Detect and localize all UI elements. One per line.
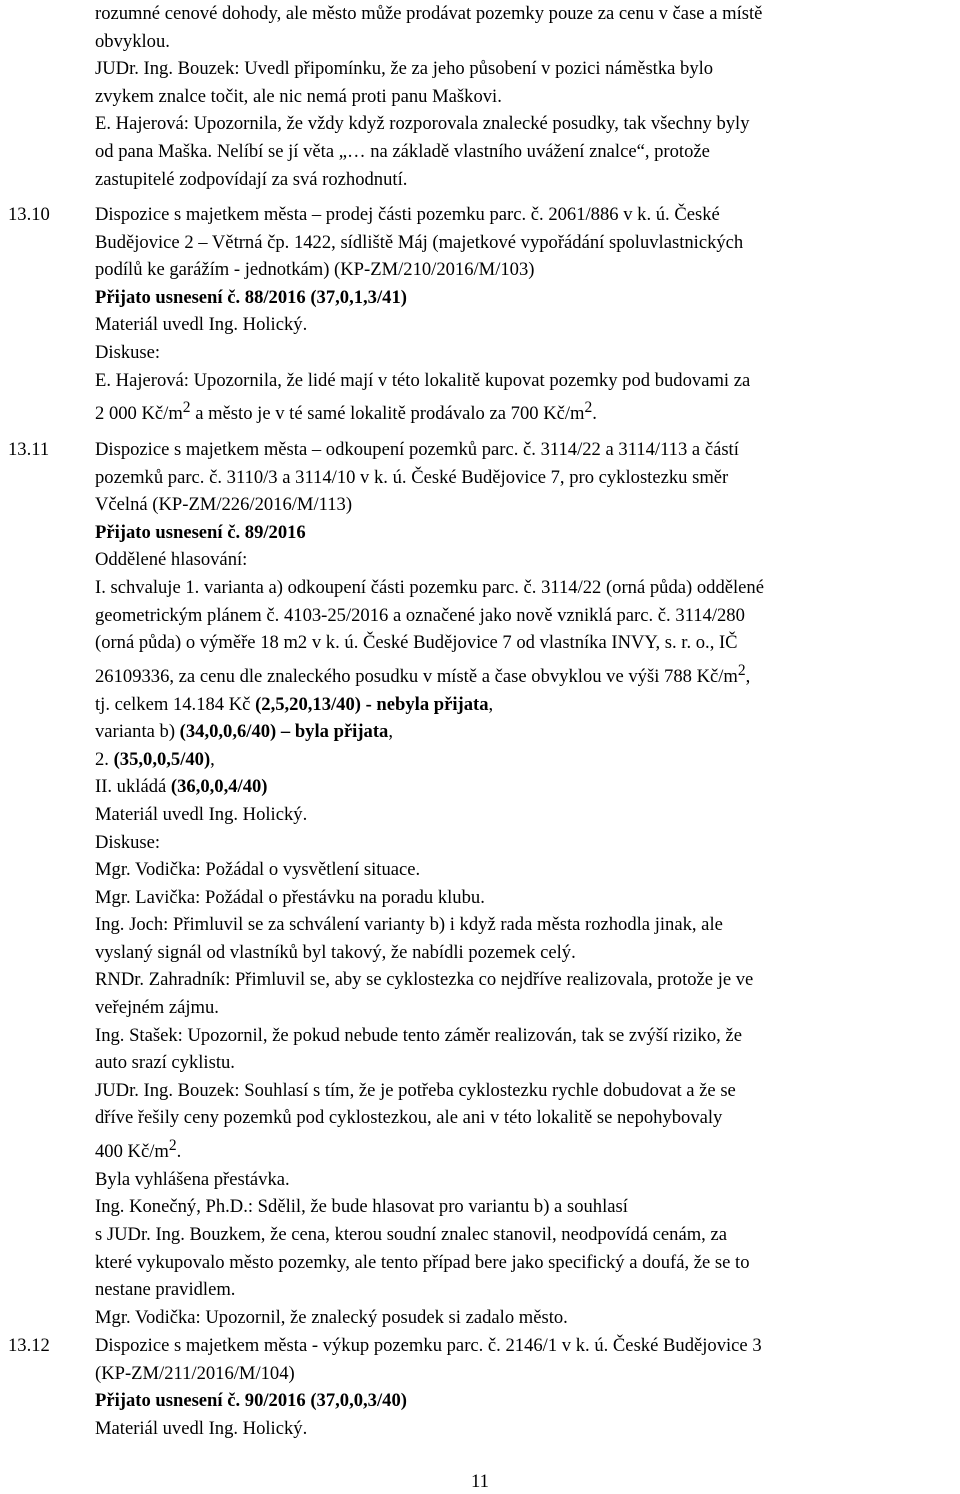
text-fragment: . [176, 1141, 182, 1163]
text-fragment: , [388, 721, 393, 743]
text-fragment: . [592, 403, 597, 425]
text-line: veřejném zájmu. [95, 997, 219, 1019]
text-line [95, 1132, 950, 1166]
section-13-12 [95, 1332, 950, 1442]
text-line: geometrickým plánem č. 4103-25/2016 a označené jako nově vzniklá parc. č. 3114/280 [95, 604, 745, 626]
text-line: Byla vyhlášena přestávka. [95, 1168, 290, 1190]
text-line: JUDr. Ing. Bouzek: Uvedl připomínku, že za jeho působení v pozici náměstka bylo [95, 58, 714, 80]
text-line: které vykupovalo město pozemky, ale tento případ bere jako specifický a doufá, že se to [95, 1251, 750, 1273]
resolution-text: Přijato usnesení č. 89/2016 [95, 521, 306, 543]
vote-result: (34,0,0,6/40) – byla přijata [179, 721, 389, 743]
vote-result: (2,5,20,13/40) - nebyla přijata [255, 693, 489, 715]
material-text: Materiál uvedl Ing. Holický. [95, 1417, 308, 1439]
text-fragment: 26109336, za cenu dle znaleckého posudku v místě a čase obvyklou ve výši 788 Kč/m [95, 665, 738, 687]
text-line: Ing. Stašek: Upozornil, že pokud nebude tento záměr realizován, tak se zvýší riziko, že [95, 1024, 742, 1046]
text-fragment: , [210, 748, 215, 770]
section-title-line: Včelná (KP-ZM/226/2016/M/113) [95, 494, 353, 516]
vote-result: (36,0,0,4/40) [170, 776, 268, 798]
section-title-line: pozemků parc. č. 3110/3 a 3114/10 v k. ú. České Budějovice 7, pro cyklostezku směr [95, 466, 729, 488]
section-13-11 [95, 436, 950, 1331]
section-number-13-11: 13.11 [8, 439, 50, 460]
text-line [95, 394, 950, 428]
text-fragment: , [488, 693, 494, 715]
text-line: JUDr. Ing. Bouzek: Souhlasí s tím, že je potřeba cyklostezku rychle dobudovat a že se [95, 1079, 736, 1101]
discussion-label: Diskuse: [95, 831, 161, 853]
material-text: Materiál uvedl Ing. Holický. [95, 803, 308, 825]
text-line [95, 657, 950, 691]
text-line: zastupitelé zodpovídají za svá rozhodnutí. [95, 168, 408, 190]
text-line: Mgr. Lavička: Požádal o přestávku na poradu klubu. [95, 886, 485, 908]
vote-result: (35,0,0,5/40) [113, 748, 211, 770]
text-line [95, 718, 950, 746]
section-title-line: Dispozice s majetkem města – odkoupení pozemků parc. č. 3114/22 a 3114/113 a částí [95, 439, 739, 460]
text-line: RNDr. Zahradník: Přimluvil se, aby se cyklostezka co nejdříve realizovala, protože je ve [95, 969, 754, 991]
separate-vote-label: Oddělené hlasování: [95, 549, 248, 571]
text-line: s JUDr. Ing. Bouzkem, že cena, kterou soudní znalec stanovil, neodpovídá cenám, za [95, 1224, 727, 1245]
intro-block [95, 0, 950, 193]
text-line: Mgr. Vodička: Požádal o vysvětlení situace. [95, 859, 421, 881]
discussion-label: Diskuse: [95, 341, 161, 363]
text-line: E. Hajerová: Upozornila, že vždy když rozporovala znalecké posudky, tak všechny byly [95, 113, 750, 135]
section-number-13-12: 13.12 [8, 1335, 50, 1356]
superscript: 2 [584, 399, 593, 417]
text-line: nestane pravidlem. [95, 1279, 236, 1301]
text-line: I. schvaluje 1. varianta a) odkoupení části pozemku parc. č. 3114/22 (orná půda) oddělené [95, 576, 764, 598]
text-line: Ing. Konečný, Ph.D.: Sdělil, že bude hlasovat pro variantu b) a souhlasí [95, 1196, 628, 1218]
resolution-text: Přijato usnesení č. 90/2016 (37,0,0,3/40) [95, 1390, 407, 1412]
section-13-10 [95, 201, 950, 428]
material-text: Materiál uvedl Ing. Holický. [95, 314, 308, 336]
text-fragment: II. ukládá [95, 776, 171, 798]
section-title-line: Dispozice s majetkem města - výkup pozemku parc. č. 2146/1 v k. ú. České Budějovice 3 [95, 1335, 762, 1356]
text-fragment: a město je v té samé lokalitě prodávalo za 700 Kč/m [190, 403, 585, 425]
text-line [95, 746, 950, 774]
superscript: 2 [182, 399, 191, 417]
text-line [95, 691, 950, 719]
text-line: od pana Maška. Nelíbí se jí věta „… na základě vlastního uvážení znalce“, protože [95, 140, 710, 162]
text-line: (orná půda) o výměře 18 m2 v k. ú. České Budějovice 7 od vlastníka INVY, s. r. o., IČ [95, 632, 738, 654]
text-fragment: varianta b) [95, 721, 180, 743]
superscript: 2 [168, 1137, 177, 1155]
text-line: auto srazí cyklistu. [95, 1052, 235, 1074]
text-line: vyslaný signál od vlastníků byl takový, že nabídli pozemek celý. [95, 941, 576, 963]
superscript: 2 [737, 661, 746, 679]
section-number-13-10: 13.10 [8, 204, 50, 225]
text-fragment: tj. celkem 14.184 Kč [95, 693, 256, 715]
text-line: dříve řešily ceny pozemků pod cyklostezkou, ale ani v této lokalitě se nepohybovaly [95, 1107, 723, 1129]
text-fragment: 2. [95, 748, 114, 770]
section-title-line: (KP-ZM/211/2016/M/104) [95, 1362, 295, 1384]
text-fragment: 2 000 Kč/m [95, 403, 183, 425]
text-line [95, 773, 950, 801]
text-line: E. Hajerová: Upozornila, že lidé mají v této lokalitě kupovat pozemky pod budovami za [95, 369, 751, 391]
text-line: Ing. Joch: Přimluvil se za schválení varianty b) i když rada města rozhodla jinak, ale [95, 914, 723, 936]
text-line: zvykem znalce točit, ale nic nemá proti panu Maškovi. [95, 85, 502, 107]
text-fragment: , [745, 665, 751, 687]
page-number: 11 [471, 1471, 489, 1492]
section-title-line: Budějovice 2 – Větrná čp. 1422, sídliště Máj (majetkové vypořádání spoluvlastnických [95, 231, 744, 253]
text-line: Mgr. Vodička: Upozornil, že znalecký posudek si zadalo město. [95, 1306, 568, 1328]
text-line: obvyklou. [95, 30, 170, 52]
section-title-line: Dispozice s majetkem města – prodej části pozemku parc. č. 2061/886 v k. ú. České [95, 204, 720, 225]
section-title-line: podílů ke garážím - jednotkám) (KP-ZM/210/2016/M/103) [95, 259, 535, 281]
resolution-text: Přijato usnesení č. 88/2016 (37,0,1,3/41) [95, 286, 407, 308]
text-line: rozumné cenové dohody, ale město může prodávat pozemky pouze za cenu v čase a místě [95, 3, 763, 24]
text-fragment: 400 Kč/m [95, 1141, 169, 1163]
